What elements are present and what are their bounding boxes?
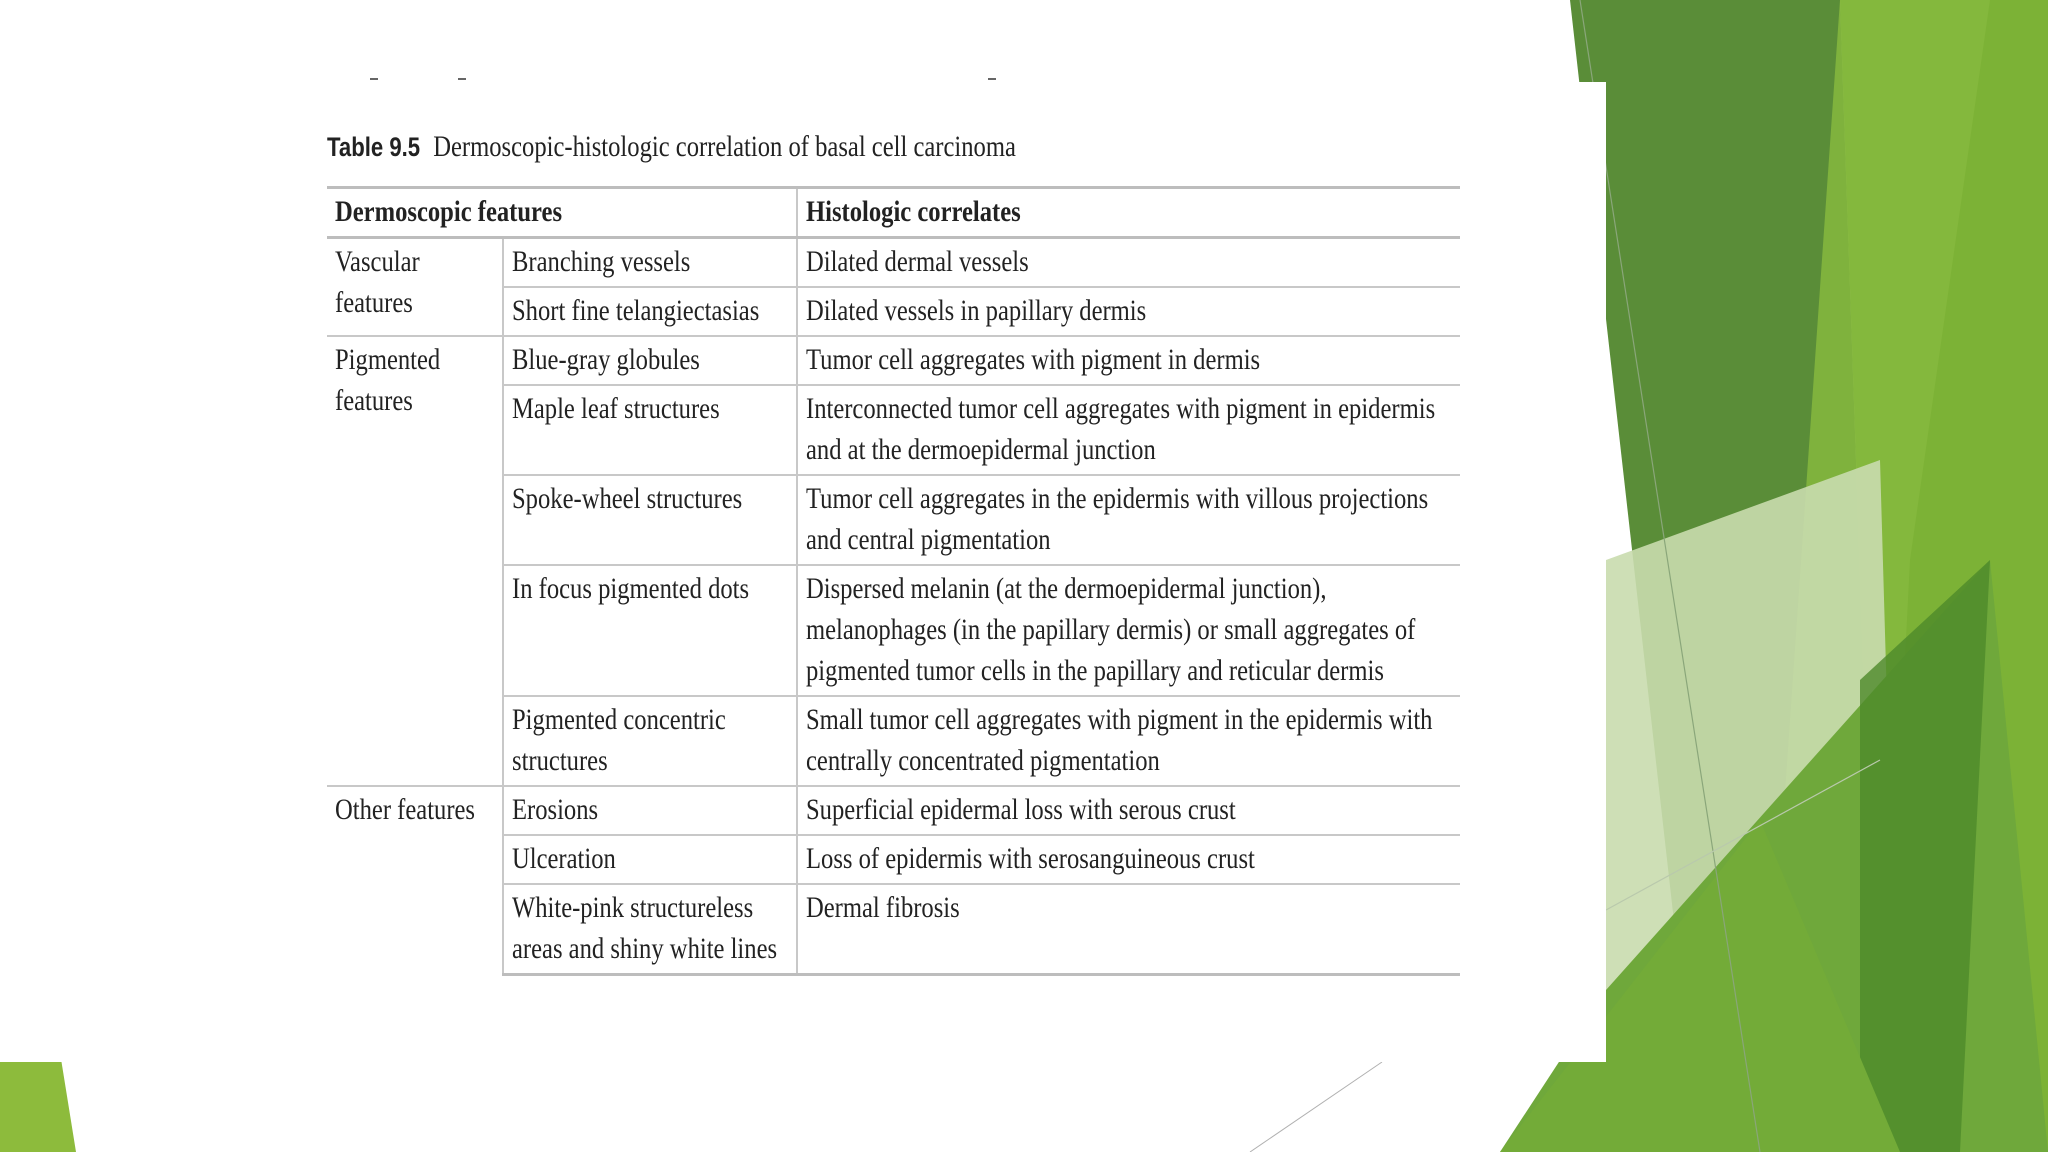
cell-text-line: Small tumor cell aggregates with pigment in the epidermis with <box>806 703 1433 736</box>
feature-cell <box>503 696 797 786</box>
cell-text-line: Loss of epidermis with serosanguineous crust <box>806 842 1255 875</box>
correlate-cell <box>797 786 1460 835</box>
correlate-cell <box>797 287 1460 336</box>
cell-text-line: White-pink structureless <box>512 891 754 924</box>
cell-text-line: Tumor cell aggregates in the epidermis with villous projections <box>806 482 1429 515</box>
cropped-text-fragments <box>368 72 1008 86</box>
cell-text-line: Erosions <box>512 793 599 826</box>
cell-text-line: features <box>335 286 413 319</box>
cell-text-line: Dermal fibrosis <box>806 891 960 924</box>
cell-text-line: Dilated vessels in papillary dermis <box>806 294 1147 327</box>
cell-text-line: pigmented tumor cells in the papillary and reticular dermis <box>806 654 1384 687</box>
table-row <box>327 786 1460 835</box>
cell-text-line: Interconnected tumor cell aggregates with pigment in epidermis <box>806 392 1436 425</box>
cell-text-line: Pigmented concentric <box>512 703 726 736</box>
correlate-cell <box>797 696 1460 786</box>
text-fragment <box>458 78 466 80</box>
category-cell <box>327 786 503 975</box>
cell-text-line: Ulceration <box>512 842 616 875</box>
feature-cell <box>503 565 797 696</box>
feature-cell <box>503 336 797 385</box>
cell-text-line: Pigmented <box>335 343 441 376</box>
cell-text-line: In focus pigmented dots <box>512 572 750 605</box>
table-body <box>327 238 1460 975</box>
cell-text-line: Maple leaf structures <box>512 392 720 425</box>
text-fragment <box>370 78 378 80</box>
cell-text-line: Tumor cell aggregates with pigment in dermis <box>806 343 1261 376</box>
correlate-cell <box>797 884 1460 975</box>
cell-text-line: areas and shiny white lines <box>512 932 778 965</box>
table-row <box>327 336 1460 385</box>
feature-cell <box>503 786 797 835</box>
correlate-cell <box>797 835 1460 884</box>
cell-text-line: Blue-gray globules <box>512 343 700 376</box>
cell-text-line: Other features <box>335 793 476 826</box>
cell-text-line: and central pigmentation <box>806 523 1051 556</box>
feature-cell <box>503 287 797 336</box>
table-number: Table 9.5 <box>327 132 421 162</box>
correlate-cell <box>797 475 1460 565</box>
cell-text-line: structures <box>512 744 608 777</box>
correlate-cell <box>797 385 1460 475</box>
table-caption <box>327 130 1016 164</box>
cell-text-line: centrally concentrated pigmentation <box>806 744 1160 777</box>
feature-cell <box>503 238 797 288</box>
cell-text-line: Branching vessels <box>512 245 691 278</box>
cell-text-line: Superficial epidermal loss with serous crust <box>806 793 1236 826</box>
text-fragment <box>988 78 996 80</box>
cell-text-line: Short fine telangiectasias <box>512 294 760 327</box>
cell-text-line: Spoke-wheel structures <box>512 482 743 515</box>
correlate-cell <box>797 336 1460 385</box>
cell-text-line: features <box>335 384 413 417</box>
cell-text-line: and at the dermoepidermal junction <box>806 433 1156 466</box>
cell-text-line: Dispersed melanin (at the dermoepidermal junction), <box>806 572 1327 605</box>
table-title: Dermoscopic-histologic correlation of basal cell carcinoma <box>433 130 1016 163</box>
thin-line <box>1250 1062 1382 1152</box>
header-dermoscopic-features: Dermoscopic features <box>327 188 797 238</box>
table-row <box>327 238 1460 288</box>
category-cell <box>327 238 503 337</box>
feature-cell <box>503 835 797 884</box>
feature-cell <box>503 385 797 475</box>
correlate-cell <box>797 565 1460 696</box>
category-cell <box>327 336 503 786</box>
table-header-row <box>327 188 1460 238</box>
cell-text-line: Dilated dermal vessels <box>806 245 1029 278</box>
correlate-cell <box>797 238 1460 288</box>
header-histologic-correlates: Histologic correlates <box>797 188 1460 238</box>
feature-cell <box>503 475 797 565</box>
feature-cell <box>503 884 797 975</box>
cell-text-line: Vascular <box>335 245 420 278</box>
correlation-table <box>327 186 1460 976</box>
cell-text-line: melanophages (in the papillary dermis) or small aggregates of <box>806 613 1416 646</box>
